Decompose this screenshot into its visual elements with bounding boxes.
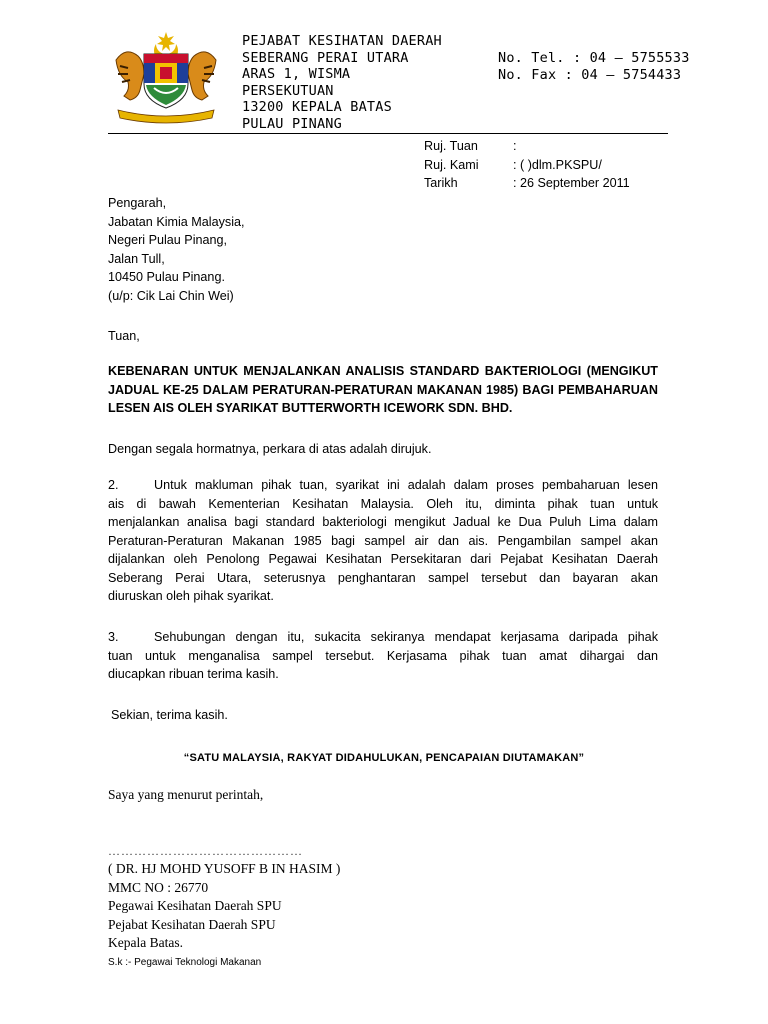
sign-off: Saya yang menurut perintah, — [108, 787, 264, 802]
paragraph-line: Seberang Perai Utara, seterusnya penghantaran sampel tersebut dan bayaran akan — [108, 570, 658, 585]
office-line: ARAS 1, WISMA — [242, 66, 351, 82]
reference-block — [424, 137, 684, 193]
contact-info — [498, 50, 690, 83]
paragraph-line: ais di bawah Kementerian Kesihatan Malaysia. Oleh itu, diminta pihak tuan untuk — [108, 496, 658, 511]
recipient-line: Negeri Pulau Pinang, — [108, 233, 228, 247]
signatory-title: Pegawai Kesihatan Daerah SPU — [108, 898, 282, 914]
malaysia-coat-of-arms — [108, 30, 224, 124]
subject-line: LESEN AIS OLEH SYARIKAT BUTTERWORTH ICEWORK SDN. BHD. — [108, 401, 513, 415]
signatory-location: Kepala Batas. — [108, 935, 183, 951]
signatory-name: ( DR. HJ MOHD YUSOFF B IN HASIM ) — [108, 861, 341, 877]
office-line: PERSEKUTUAN — [242, 82, 334, 99]
paragraph-number: 3. — [108, 630, 119, 644]
ref-label: Tarikh — [424, 176, 458, 190]
header-divider — [108, 133, 668, 134]
paragraph-line: diuruskan oleh pihak syarikat. — [108, 589, 274, 603]
recipient-line: Jabatan Kimia Malaysia, — [108, 214, 245, 229]
paragraph-line: Peraturan-Peraturan Makanan 1985 bagi sampel air dan ais. Pengambilan sampel akan — [108, 533, 658, 548]
office-line: SEBERANG PERAI UTARA — [242, 49, 409, 66]
paragraph-line: Sehubungan dengan itu, sukacita sekiranya mendapat kerjasama daripada pihak — [154, 630, 658, 644]
signatory-office: Pejabat Kesihatan Daerah SPU — [108, 916, 276, 932]
recipient-address — [108, 194, 245, 305]
salutation: Tuan, — [108, 329, 140, 343]
recipient-line: 10450 Pulau Pinang. — [108, 270, 225, 284]
slogan: “SATU MALAYSIA, RAKYAT DIDAHULUKAN, PENCAPAIAN DIUTAMAKAN” — [183, 752, 585, 764]
subject-line: JADUAL KE-25 DALAM PERATURAN-PERATURAN MAKANAN 1985) BAGI PEMBAHARUAN — [108, 382, 658, 397]
office-line: PULAU PINANG — [242, 115, 342, 132]
paragraph-2 — [108, 476, 658, 606]
recipient-line: Jalan Tull, — [108, 251, 165, 266]
office-line: PEJABAT KESIHATAN DAERAH — [242, 33, 442, 49]
opening-sentence: Dengan segala hormatnya, perkara di atas adalah dirujuk. — [108, 442, 432, 456]
fax-number: No. Fax : 04 – 5754433 — [498, 66, 682, 83]
ref-label: Ruj. Tuan — [424, 139, 478, 153]
ref-label: Ruj. Kami — [424, 157, 479, 172]
recipient-line: (u/p: Cik Lai Chin Wei) — [108, 288, 234, 303]
paragraph-line: Untuk makluman pihak tuan, syarikat ini adalah dalam proses pembaharuan lesen — [154, 478, 658, 492]
mmc-number: MMC NO : 26770 — [108, 879, 209, 895]
paragraph-line: diucapkan ribuan terima kasih. — [108, 667, 279, 681]
subject-heading — [108, 362, 658, 418]
closing-remark: Sekian, terima kasih. — [111, 708, 228, 722]
office-address — [242, 33, 442, 132]
signature-block — [108, 842, 340, 952]
paragraph-3 — [108, 628, 658, 684]
office-line: 13200 KEPALA BATAS — [242, 99, 392, 115]
ref-value: : — [513, 139, 517, 153]
paragraph-line: menjalankan analisa bagi standard bakteriologi mengikut Jadual ke Dua Puluh Lima dalam — [108, 515, 658, 529]
paragraph-line: tuan untuk menganalisa sampel tersebut. Kerjasama pihak tuan amat dihargai dan — [108, 648, 658, 663]
telephone-number: No. Tel. : 04 – 5755533 — [498, 50, 690, 66]
recipient-line: Pengarah, — [108, 196, 167, 210]
signature-dots: ……………………………………… — [108, 844, 303, 858]
ref-value: : 26 September 2011 — [513, 176, 630, 190]
ref-value: : ( )dlm.PKSPU/ — [513, 157, 602, 172]
subject-line: KEBENARAN UNTUK MENJALANKAN ANALISIS STANDARD BAKTERIOLOGI (MENGIKUT — [108, 364, 658, 378]
paragraph-line: dijalankan oleh Penolong Pegawai Kesihatan Persekitaran dari Pejabat Kesihatan Daerah — [108, 552, 658, 566]
paragraph-number: 2. — [108, 478, 119, 492]
carbon-copy: S.k :- Pegawai Teknologi Makanan — [108, 957, 262, 968]
